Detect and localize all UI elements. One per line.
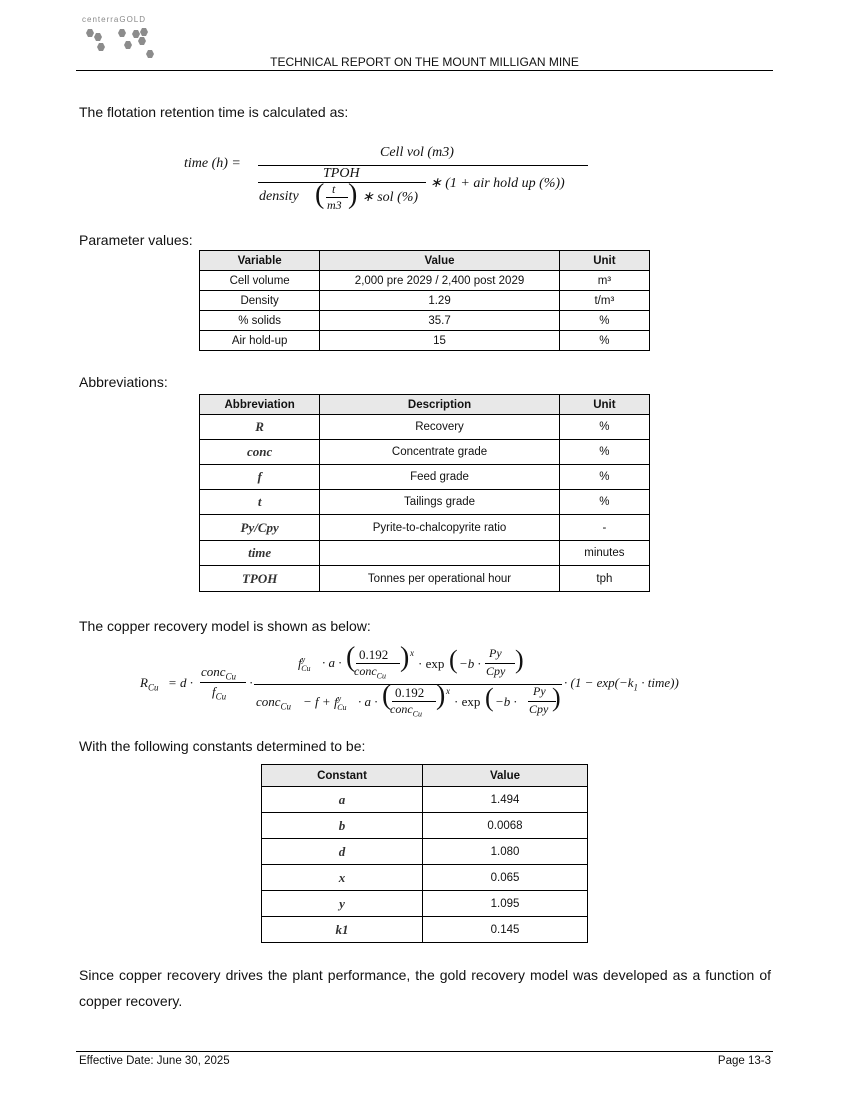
abbreviation-symbol: conc: [200, 440, 320, 465]
eq2-den-conc: conc$_{Cu}$: [256, 694, 292, 712]
table-cell: Pyrite-to-chalcopyrite ratio: [320, 515, 560, 541]
table-cell: Tonnes per operational hour: [320, 566, 560, 592]
table-cell: 1.080: [423, 839, 588, 865]
table-cell: %: [559, 415, 649, 440]
table-cell: Cell volume: [200, 271, 320, 291]
eq2-dot: ·: [249, 675, 254, 690]
column-header: Description: [320, 395, 560, 415]
table-cell: 1.095: [423, 891, 588, 917]
eq2-num-right-paren: ): [400, 642, 410, 673]
table-cell: 1.494: [423, 787, 588, 813]
eq2-den-exponent-x: x: [446, 686, 450, 696]
eq1-unit-m3: m3: [327, 198, 342, 212]
table-cell: % solids: [200, 311, 320, 331]
effective-date: Effective Date: June 30, 2025: [79, 1055, 230, 1067]
eq2-num-exp-paren-right: ): [515, 645, 524, 674]
eq2-conc-ratio-bottom: $f_{Cu}$: [212, 684, 227, 702]
eq2-den-exp: · exp: [454, 694, 481, 709]
eq2-num-const: 0.192: [359, 647, 389, 662]
column-header: Unit: [559, 395, 649, 415]
table-cell: 0.145: [423, 917, 588, 943]
abbreviation-symbol: t: [200, 490, 320, 515]
constants-intro-text: With the following constants determined to be:: [79, 738, 366, 754]
eq2-den-left-paren: (: [382, 680, 392, 711]
company-logo-text: centerraGOLD: [82, 15, 147, 24]
eq2-num-py: Py: [489, 646, 502, 660]
table-row: [262, 787, 588, 813]
eq2-lhs: $R_{Cu}$: [140, 675, 159, 693]
table-cell: Air hold-up: [200, 331, 320, 351]
page-number: Page 13-3: [717, 1055, 771, 1067]
table-cell: 0.0068: [423, 813, 588, 839]
abbreviation-symbol: time: [200, 541, 320, 566]
eq2-den-a: · a ·: [358, 694, 378, 709]
eq2-den-right-paren: ): [436, 680, 446, 711]
eq2-num-exp-paren-left: (: [449, 645, 458, 674]
table-row: [262, 917, 588, 943]
eq1-right-paren: ): [348, 179, 358, 210]
table-cell: %: [559, 440, 649, 465]
eq2-den-conc2: conc$_{Cu}$: [390, 702, 422, 719]
table-row: [262, 865, 588, 891]
closing-paragraph: Since copper recovery drives the plant performance, the gold recovery model was developed as a function of copper recovery.: [79, 967, 771, 1009]
constant-symbol: b: [262, 813, 423, 839]
column-header: Value: [320, 251, 560, 271]
table-cell: %: [559, 311, 649, 331]
table-cell: Recovery: [320, 415, 560, 440]
eq2-num-conc: conc$_{Cu}$: [354, 664, 386, 681]
eq2-den-b: −b ·: [495, 694, 517, 709]
table-cell: m³: [559, 271, 649, 291]
report-title: TECHNICAL REPORT ON THE MOUNT MILLIGAN MINE: [270, 55, 579, 69]
eq1-left-paren: (: [315, 179, 325, 210]
eq2-den-exp-paren-right: ): [552, 683, 561, 712]
eq2-den-minus-f: − f +: [303, 694, 331, 709]
constant-symbol: d: [262, 839, 423, 865]
table-row: [262, 891, 588, 917]
eq2-num-exp: · exp: [418, 656, 445, 671]
table-cell: t/m³: [559, 291, 649, 311]
table-cell: Density: [200, 291, 320, 311]
constant-symbol: x: [262, 865, 423, 891]
model-intro-text: The copper recovery model is shown as below:: [79, 618, 371, 634]
abbreviation-symbol: R: [200, 415, 320, 440]
table-row: [262, 813, 588, 839]
table-cell: 2,000 pre 2029 / 2,400 post 2029: [320, 271, 560, 291]
eq2-numerator-a: · a ·: [322, 655, 342, 670]
table-cell: %: [559, 465, 649, 490]
eq2-den-exp-paren-left: (: [485, 683, 494, 712]
eq2-num-cpy: Cpy: [486, 664, 506, 678]
eq1-lhs: time (h) =: [184, 156, 241, 171]
constants-table: [261, 764, 588, 943]
eq2-den-const: 0.192: [395, 685, 425, 700]
eq2-d-factor: = d ·: [168, 675, 194, 690]
constant-symbol: a: [262, 787, 423, 813]
table-cell: 0.065: [423, 865, 588, 891]
constant-symbol: k1: [262, 917, 423, 943]
eq2-conc-ratio-top: conc$_{Cu}$: [201, 664, 237, 682]
eq1-air-holdup-term: ∗ (1 + air hold up (%)): [430, 176, 565, 191]
eq2-num-b: −b ·: [459, 656, 481, 671]
column-header: Variable: [200, 251, 320, 271]
footer-divider: [76, 1051, 773, 1052]
constants-table-header: [262, 765, 588, 787]
table-cell: 35.7: [320, 311, 560, 331]
table-cell: -: [559, 515, 649, 541]
table-cell: Concentrate grade: [320, 440, 560, 465]
eq2-numerator-fcu: $f^y_{Cu}$: [298, 655, 311, 673]
column-header: Constant: [262, 765, 423, 787]
column-header: Abbreviation: [200, 395, 320, 415]
eq1-numerator: Cell vol (m3): [380, 145, 454, 160]
eq2-den-cpy: Cpy: [529, 702, 549, 716]
column-header: Unit: [559, 251, 649, 271]
parameter-values-label: Parameter values:: [79, 232, 193, 248]
eq2-num-left-paren: (: [346, 642, 356, 673]
eq2-den-fcu: $f^y_{Cu}$: [334, 694, 347, 712]
table-cell: tph: [559, 566, 649, 592]
abbreviation-symbol: f: [200, 465, 320, 490]
eq2-num-exponent-x: x: [410, 648, 414, 658]
column-header: Value: [423, 765, 588, 787]
eq1-density: density: [259, 189, 299, 204]
table-cell: minutes: [559, 541, 649, 566]
eq2-time-term: · ($1 - \exp(-k_1$ · time)): [564, 675, 679, 693]
table-cell: %: [559, 490, 649, 515]
eq1-times-solids: ∗ sol (%): [362, 190, 419, 205]
table-cell: 1.29: [320, 291, 560, 311]
intro-text: The flotation retention time is calculated as:: [79, 104, 349, 120]
constant-symbol: y: [262, 891, 423, 917]
table-cell: %: [559, 331, 649, 351]
table-cell: 15: [320, 331, 560, 351]
table-cell: Feed grade: [320, 465, 560, 490]
eq1-inner-numerator: TPOH: [323, 166, 360, 181]
abbreviation-symbol: TPOH: [200, 566, 320, 592]
table-row: [262, 839, 588, 865]
eq1-unit-t: t: [332, 182, 336, 196]
abbreviation-symbol: Py/Cpy: [200, 515, 320, 541]
abbreviations-label: Abbreviations:: [79, 374, 168, 390]
eq2-conc-ratio-bar: [200, 682, 246, 683]
eq2-den-py: Py: [533, 684, 546, 698]
table-cell: Tailings grade: [320, 490, 560, 515]
